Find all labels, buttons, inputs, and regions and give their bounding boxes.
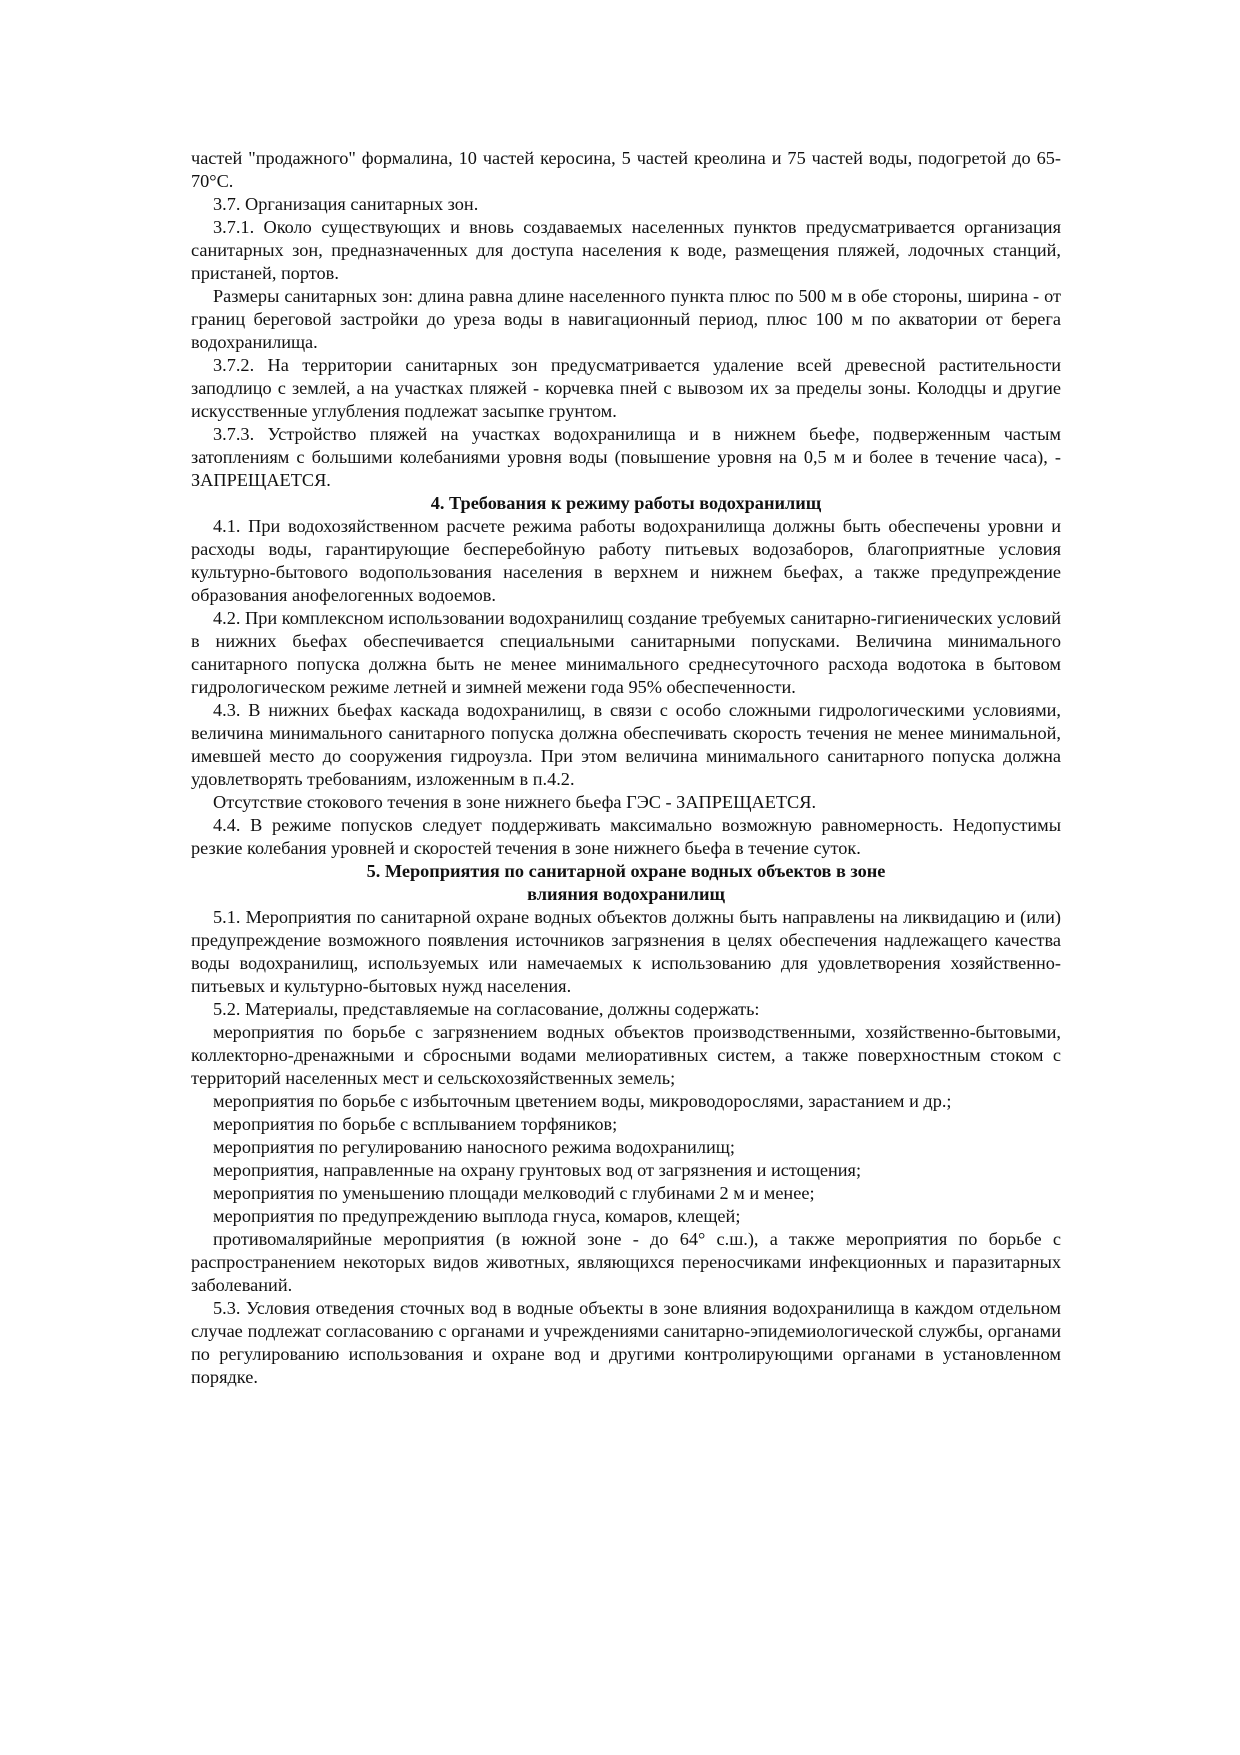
paragraph-4-2: 4.2. При комплексном использовании водохранилищ создание требуемых санитарно-гигиенических условий в нижних бьефах обеспечивается специальными санитарными попусками. Величина минимального санитарного попуска должна быть не менее минимального среднесуточного расхода водотока в бытовом гидрологическом режиме летней и зимней межени года 95% обеспеченности. — [191, 608, 1061, 697]
section-5-heading-line-1: 5. Мероприятия по санитарной охране водных объектов в зоне — [366, 861, 886, 881]
list-item-groundwater-protection: мероприятия, направленные на охрану грунтовых вод от загрязнения и истощения; — [213, 1160, 862, 1180]
paragraph-3-7-3: 3.7.3. Устройство пляжей на участках водохранилища и в нижнем бьефе, подверженным частым затоплениям с большими колебаниями уровня воды (повышение уровня на 0,5 м и более в течение часа), - ЗАПРЕЩАЕТСЯ. — [191, 424, 1061, 490]
list-item-sediment-regulation: мероприятия по регулированию наносного режима водохранилищ; — [213, 1137, 735, 1157]
list-item-shallows-reduction: мероприятия по уменьшению площади мелководий с глубинами 2 м и менее; — [213, 1183, 815, 1203]
paragraph-5-1: 5.1. Мероприятия по санитарной охране водных объектов должны быть направлены на ликвидацию и (или) предупреждение возможного появления источников загрязнения в целях обеспечения надлежащего качества воды водохранилищ, используемых или намечаемых к использованию для удовлетворения хозяйственно-питьевых и культурно-бытовых нужд населения. — [191, 907, 1061, 996]
paragraph-5-2: 5.2. Материалы, представляемые на согласование, должны содержать: — [213, 999, 760, 1019]
list-item-peat-control: мероприятия по борьбе с всплыванием торфяников; — [213, 1114, 618, 1134]
document-page — [191, 147, 1061, 1389]
section-5-heading — [191, 860, 1061, 906]
paragraph-4-3: 4.3. В нижних бьефах каскада водохранилищ, в связи с особо сложными гидрологическими условиями, величина минимального санитарного попуска должна обеспечивать скорость течения не менее минимальной, имевшей место до сооружения гидроузла. При этом величина минимального санитарного попуска должна удовлетворять требованиям, изложенным в п.4.2. — [191, 700, 1061, 789]
list-item-algae-control: мероприятия по борьбе с избыточным цветением воды, микроводорослями, зарастанием и др.; — [213, 1091, 952, 1111]
paragraph-3-7: 3.7. Организация санитарных зон. — [213, 194, 479, 214]
paragraph-4-1: 4.1. При водохозяйственном расчете режима работы водохранилища должны быть обеспечены уровни и расходы воды, гарантирующие бесперебойную работу питьевых водозаборов, благоприятные условия культурно-бытового водопользования населения в верхнем и нижнем бьефах, а также предупреждение образования анофелогенных водоемов. — [191, 516, 1061, 605]
section-5-heading-line-2: влияния водохранилищ — [527, 884, 725, 904]
list-item-insect-prevention: мероприятия по предупреждению выплода гнуса, комаров, клещей; — [213, 1206, 741, 1226]
paragraph-3-7-2: 3.7.2. На территории санитарных зон предусматривается удаление всей древесной растительности заподлицо с землей, а на участках пляжей - корчевка пней с вывозом их за пределы зоны. Колодцы и другие искусственные углубления подлежат засыпке грунтом. — [191, 355, 1061, 421]
paragraph-zone-sizes: Размеры санитарных зон: длина равна длине населенного пункта плюс по 500 м в обе стороны, ширина - от границ береговой застройки до уреза воды в навигационный период, плюс 100 м по акватории от берега водохранилища. — [191, 286, 1061, 352]
paragraph-3-7-1: 3.7.1. Около существующих и вновь создаваемых населенных пунктов предусматривается организация санитарных зон, предназначенных для доступа населения к воде, размещения пляжей, лодочных станций, пристаней, портов. — [191, 217, 1061, 283]
list-item-pollution-control: мероприятия по борьбе с загрязнением водных объектов производственными, хозяйственно-бытовыми, коллекторно-дренажными и сбросными водами мелиоративных систем, а также поверхностным стоком с территорий населенных мест и сельскохозяйственных земель; — [191, 1022, 1061, 1088]
list-item-antimalaria: противомалярийные мероприятия (в южной зоне - до 64° с.ш.), а также мероприятия по борьбе с распространением некоторых видов животных, являющихся переносчиками инфекционных и паразитарных заболеваний. — [191, 1229, 1061, 1295]
section-4-heading — [191, 492, 1061, 515]
paragraph-4-4: 4.4. В режиме попусков следует поддерживать максимально возможную равномерность. Недопустимы резкие колебания уровней и скоростей течения в зоне нижнего бьефа в течение суток. — [191, 815, 1061, 858]
paragraph-no-flow: Отсутствие стокового течения в зоне нижнего бьефа ГЭС - ЗАПРЕЩАЕТСЯ. — [213, 792, 817, 812]
paragraph-5-3: 5.3. Условия отведения сточных вод в водные объекты в зоне влияния водохранилища в каждом отдельном случае подлежат согласованию с органами и учреждениями санитарно-эпидемиологической службы, органами по регулированию использования и охране вод и другими контролирующими органами в установленном порядке. — [191, 1298, 1061, 1387]
paragraph-3-6-continuation: частей "продажного" формалина, 10 частей керосина, 5 частей креолина и 75 частей воды, подогретой до 65-70°С. — [191, 148, 1061, 191]
section-4-heading-text: 4. Требования к режиму работы водохранилищ — [430, 493, 822, 513]
